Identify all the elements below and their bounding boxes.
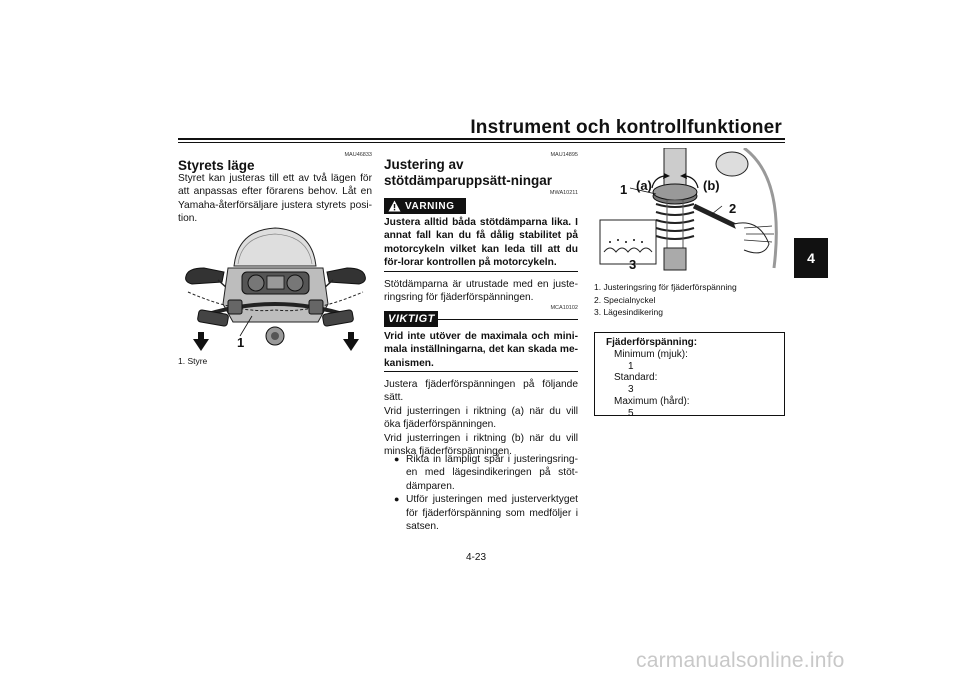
- left-body-text: Styret kan justeras till ett av två lägen för att anpassas efter förarens behov. Låt en Yamaha-återförsäljare justera styrets posi-tion.: [178, 173, 372, 225]
- page-header-title: Instrument och kontrollfunktioner: [470, 117, 782, 138]
- middle-heading: Justering av stötdämparuppsätt-ningar: [384, 157, 553, 188]
- middle-section-code: MAU14895: [550, 152, 578, 158]
- chapter-tab[interactable]: 4: [794, 238, 828, 278]
- notice-badge: VIKTIGT: [384, 311, 438, 327]
- list-item: ● Utför justeringen med justerverktyget för fjäderförspänning som medföljer i satsen.: [394, 493, 578, 533]
- warning-code: MWA10211: [549, 190, 578, 196]
- notice-text: Vrid inte utöver de maximala och mini-mala inställningarna, det kan skada me-kanismen.: [384, 331, 578, 369]
- left-section-code: MAU46833: [344, 152, 372, 158]
- intro-text: Stötdämparna är utrustade med en juste-ringsring för fjäderförspänningen.: [384, 279, 578, 304]
- spec-min-value: 1: [628, 360, 634, 372]
- spec-min-label: Minimum (mjuk):: [614, 348, 688, 360]
- header-rule-thin: [178, 142, 785, 143]
- right-caption-2: 2. Specialnyckel: [594, 295, 656, 305]
- watermark: carmanualsonline.info: [636, 649, 845, 672]
- left-heading: Styrets läge: [178, 158, 255, 173]
- procedure-text: Justera fjäderförspänningen på följande sätt. Vrid justerringen i riktning (a) när du vill öka fjäderförspänningen. Vrid justerringen i riktning (b) när du vill minska fjäderförspänningen.: [384, 379, 578, 458]
- figure-label-1: 1: [620, 182, 628, 197]
- figure-label-b: (b): [703, 178, 720, 193]
- handlebar-callout: 1: [237, 335, 245, 350]
- figure-label-3: 3: [629, 257, 637, 272]
- notice-rule-bottom: [384, 371, 578, 372]
- warning-label: VARNING: [405, 200, 455, 212]
- spec-std-label: Standard:: [614, 372, 658, 384]
- procedure-bullets: [394, 453, 578, 533]
- notice-rule-top: [438, 319, 578, 320]
- right-caption-3: 3. Lägesindikering: [594, 307, 663, 317]
- handlebar-figure: [178, 224, 373, 354]
- list-item: ● Rikta in lämpligt spår i justeringsring-en med lägesindikeringen på stöt-dämparen.: [394, 453, 578, 493]
- spec-std-value: 3: [628, 384, 634, 396]
- warning-triangle-icon: [388, 200, 401, 212]
- page-number: 4-23: [466, 552, 487, 563]
- spec-box: [594, 332, 785, 419]
- header-rule: [178, 138, 785, 140]
- warning-rule: [384, 271, 578, 272]
- spec-max-value: 5: [628, 407, 634, 419]
- spec-title: Fjäderförspänning:: [606, 337, 698, 348]
- warning-text: Justera alltid båda stötdämparna lika. I annat fall kan du få dålig stabilitet på motorcykeln vilket kan leda till att du för-lorar kontrollen på motorcykeln.: [384, 217, 578, 269]
- spec-max-label: Maximum (hård):: [614, 395, 690, 407]
- figure-label-2: 2: [729, 201, 737, 216]
- figure-label-a: (a): [636, 178, 652, 193]
- shock-absorber-figure: [594, 148, 785, 278]
- notice-code: MCA10102: [550, 305, 578, 311]
- left-figure-caption: 1. Styre: [178, 356, 208, 366]
- warning-badge: [384, 198, 466, 214]
- right-caption-1: 1. Justeringsring för fjäderförspänning: [594, 282, 737, 292]
